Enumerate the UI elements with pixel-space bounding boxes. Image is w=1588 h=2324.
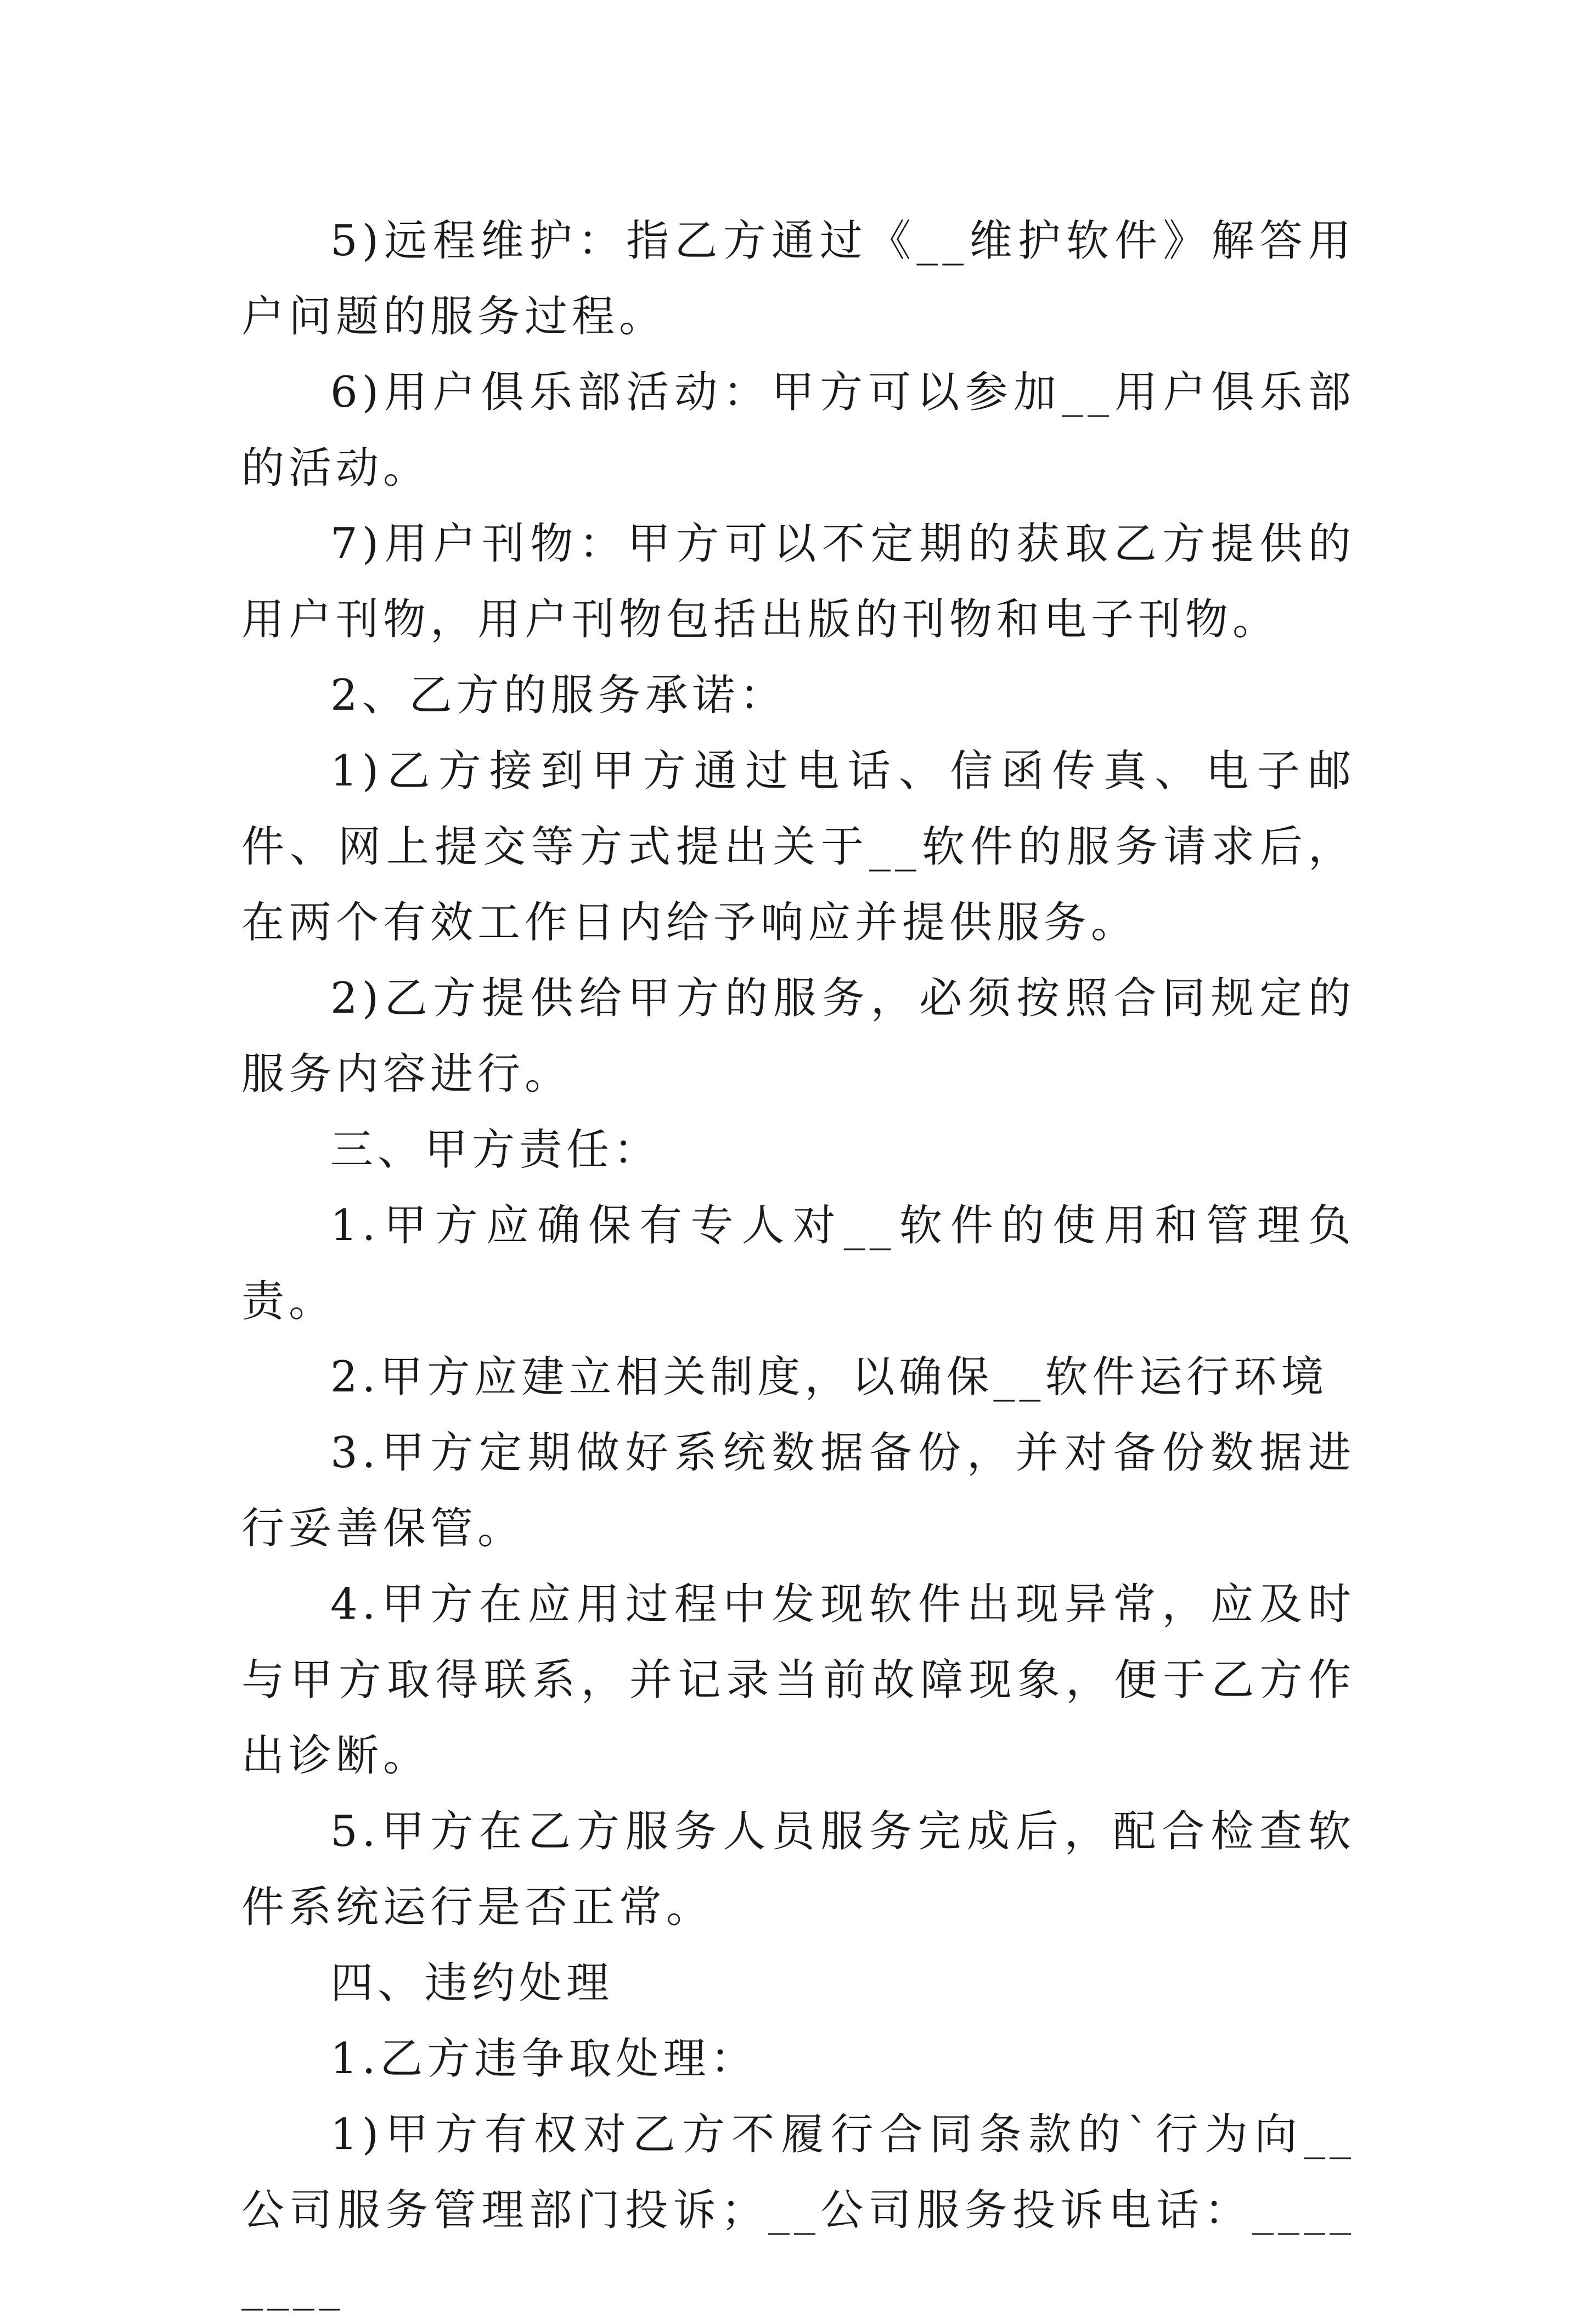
paragraph-remote-maintenance: 5)远程维护：指乙方通过《__维护软件》解答用户问题的服务过程。 (241, 216, 1355, 341)
paragraph-anomaly-contact: 4.甲方在应用过程中发现软件出现异常，应及时与甲方取得联系，并记录当前故障现象，便于乙方作出诊断。 (241, 1580, 1355, 1781)
section-heading-party-a-responsibility: 三、甲方责任： (330, 1125, 661, 1175)
document-body (241, 203, 1355, 2324)
paragraph-service-per-contract: 2)乙方提供给甲方的服务，必须按照合同规定的服务内容进行。 (241, 974, 1355, 1099)
paragraph-user-publications: 7)用户刊物：甲方可以不定期的获取乙方提供的用户刊物，用户刊物包括出版的刊物和电子刊物。 (241, 519, 1355, 644)
paragraph-user-club: 6)用户俱乐部活动：甲方可以参加__用户俱乐部的活动。 (241, 368, 1355, 493)
paragraph-data-backup: 3.甲方定期做好系统数据备份，并对备份数据进行妥善保管。 (241, 1428, 1355, 1553)
paragraph-check-system: 5.甲方在乙方服务人员服务完成后，配合检查软件系统运行是否正常。 (241, 1807, 1355, 1932)
section-heading-breach-handling: 四、违约处理 (330, 1958, 614, 2008)
paragraph-party-b-breach: 1.乙方违争取处理： (330, 2034, 758, 2084)
section-heading-service-commitment: 2、乙方的服务承诺： (330, 671, 787, 720)
paragraph-response-commitment: 1)乙方接到甲方通过电话、信函传真、电子邮件、网上提交等方式提出关于__软件的服务请求后，在两个有效工作日内给予响应并提供服务。 (241, 746, 1355, 947)
paragraph-complaint-right: 1)甲方有权对乙方不履行合同条款的`行为向__公司服务管理部门投诉；__公司服务投诉电话：________ (241, 2110, 1355, 2311)
paragraph-establish-system: 2.甲方应建立相关制度，以确保__软件运行环境 (330, 1352, 1328, 1402)
paragraph-dedicated-person: 1.甲方应确保有专人对__软件的使用和管理负责。 (241, 1201, 1355, 1326)
